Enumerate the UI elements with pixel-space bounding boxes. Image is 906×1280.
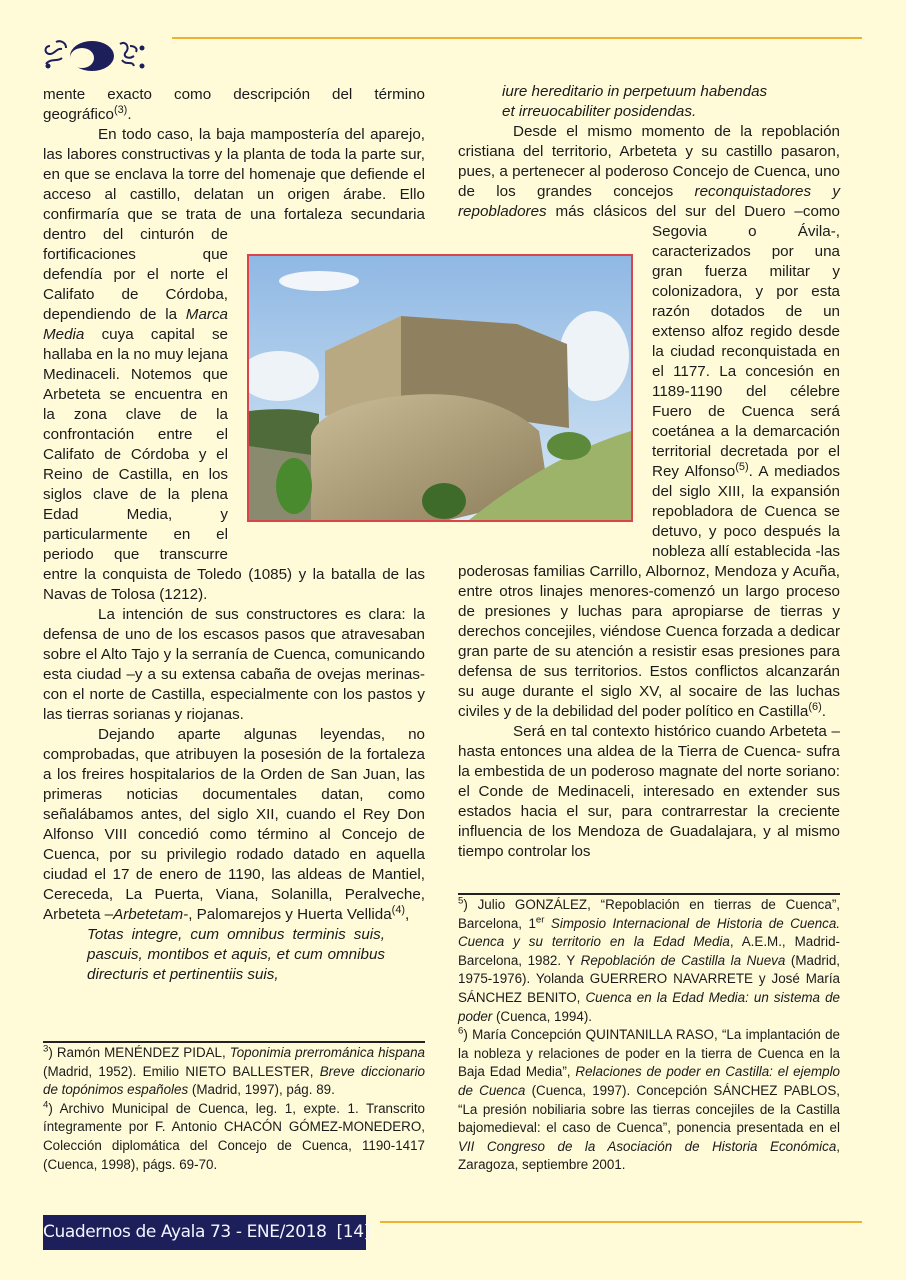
paragraph (458, 722, 840, 862)
text: ) María Concepción QUINTANILLA RASO, “La implantación de la nobleza y relaciones de poder en la tierra de Cuenca en la Baja Edad Media”, (458, 1027, 840, 1080)
italic-text: reconquistadores y repobladores (458, 183, 841, 220)
text: Totas integre, cum omnibus terminis suis, pascuis, montibos et aquis, et cum omnibus directuris et pertinentiis suis, (87, 926, 385, 983)
text: mente exacto como descripción del término geográfico (43, 86, 425, 123)
text: (Cuenca, 1994). (492, 1008, 592, 1024)
text: (Madrid, 1975-1976). Yolanda GUERRERO NAVARRETE y José María SÁNCHEZ BENITO, (458, 952, 840, 1005)
paragraph (43, 605, 425, 725)
text: La intención de sus constructores es clara: la defensa de uno de los escasos pasos que atravesaban sobre el Alto Tajo y la serranía de Cuenca, comunicando esta ciudad –y a su extensa cabaña de ovejas merinas- con el norte de Castilla, especialmente con los pastos y las tierras sorianas y riojanas. (43, 606, 425, 723)
superscript: (4) (391, 903, 406, 916)
block-quote (502, 102, 840, 122)
footnote (43, 1044, 425, 1100)
superscript: 4 (43, 1099, 49, 1111)
paragraph (43, 85, 425, 125)
footnote (458, 896, 840, 1026)
text: . A mediados del siglo XIII, la expansión repobladora de Cuenca se detuvo, y poco después la nobleza allí establecida -las poderosas familias Carrillo, Albornoz, Mendoza y Acuña, entre otros linajes menores-comenzó un largo proceso de presiones y luchas para apropiarse de tierras y derechos concejiles, viéndose Cuenca forzada a dedicar gran parte de su atención a resistir esas presiones para defensa de sus territorios. Estos conflictos alcanzarán su auge durante el siglo XV, al socaire de las luchas civiles y de la debilidad del poder político en Castilla (458, 463, 840, 720)
superscript: (3) (113, 103, 128, 116)
superscript: 3 (43, 1043, 49, 1055)
left-column (43, 85, 425, 985)
text: , Palomarejos y Huerta Vellida (188, 906, 392, 923)
text: , A.E.M., Madrid-Barcelona, 1982. Y (458, 934, 840, 968)
italic-text: VII Congreso de la Asociación de Historia Económica (458, 1138, 837, 1154)
text: cuya capital se hallaba en la no muy lejana Medinaceli. Notemos que Arbeteta se encuentra en la zona clave de la confrontación entre el Califato de Córdoba y el Reino de Castilla, en los siglos clave de la plena Edad Media, y particularmente en el periodo que transcurre entre la conquista de Toledo (1085) y la batalla de las Navas de Tolosa (1212). (43, 326, 425, 603)
footer-issue-label: Cuadernos de Ayala 73 - ENE/2018 [14] (43, 1215, 366, 1250)
text: , Zaragoza, septiembre 2001. (458, 1138, 840, 1173)
italic-text: Relaciones de poder en Castilla: el ejemplo de Cuenca (458, 1064, 840, 1098)
castle-photo (247, 254, 633, 522)
block-quote (502, 82, 840, 102)
footnote (43, 1100, 425, 1174)
text: Desde el mismo momento de la repoblación cristiana del territorio, Arbeteta y su castillo pasaron, pues, a pertenecer al poderoso Concejo de Cuenca, uno de los grandes concejos (458, 123, 840, 200)
text: (Cuenca, 1997). Concepción SÁNCHEZ PABLOS, “La presión nobiliaria sobre las tierras concejiles de la Castilla bajomedieval: el caso de Cuenca”, ponencia presentada en el (458, 1082, 840, 1136)
text: , (405, 906, 410, 923)
superscript: (6) (808, 700, 822, 713)
text: ) Archivo Municipal de Cuenca, leg. 1, expte. 1. Transcrito íntegramente por F. Antonio CHACÓN GÓMEZ-MONEDERO, Colección diplomática del Concejo de Cuenca, 1190-1417 (Cuenca, 1998), págs. 69-70. (43, 1100, 425, 1172)
text: Dejando aparte algunas leyendas, no comprobadas, que atribuyen la posesión de la fortaleza a los freires hospitalarios de la Orden de San Juan, las primeras noticias documentales datan, como señalábamos antes, del siglo XII, cuando el Rey Don Alfonso VIII concedió como término al Concejo de Cuenca, por su privilegio rodado datado en aquella ciudad el 17 de enero de 1190, las aldeas de Mantiel, Cereceda, La Puerta, Viana, Solanilla, Peralveche, Arbeteta – (43, 726, 425, 923)
text: ) Julio GONZÁLEZ, “Repoblación en tierras de Cuenca”, Barcelona, 1 (458, 897, 840, 931)
italic-text: Toponimia prerrománica hispana (229, 1045, 425, 1060)
text: Será en tal contexto histórico cuando Arbeteta –hasta entonces una aldea de la Tierra de Cuenca- sufra la embestida de un poderoso magnate del norte soriano: el Conde de Medinaceli, interesado en extender sus estados hacia el sur, para contrarrestar la creciente influencia de los Mendoza de Guadalajara, y al mismo tiempo controlar los (458, 723, 840, 860)
text: más clásicos del sur del Duero –como Segovia o Ávila-, caracterizados por una gran fuerza militar y colonizadora, y por esta razón dotados de un extenso alfoz regido desde la ciudad reconquistada en el 1177. La concesión en 1189-1190 del célebre Fuero de Cuenca será coetánea a la demarcación territorial decretada por el Rey Alfonso (546, 203, 840, 480)
paragraph (43, 725, 425, 925)
italic-text: Arbetetam- (113, 906, 189, 923)
italic-text: Repoblación de Castilla la Nueva (580, 952, 786, 968)
footnotes-right (458, 896, 840, 1175)
footnote (458, 1026, 840, 1175)
text: et irreuocabiliter posidendas. (502, 103, 697, 120)
footnote-rule-right (458, 893, 840, 895)
text: (Madrid, 1997), pág. 89. (188, 1082, 335, 1098)
header-rule (172, 37, 862, 39)
text: En todo caso, la baja mampostería del aparejo, las labores constructivas y la planta de toda la parte sur, en que se enclava la torre del homenaje que defiende el acceso al castillo, delatan un origen árabe. Ello confirmaría que se trata de una fortaleza secundaria dentro del cinturón de fortificaciones que defendía por el norte el Califato de Córdoba, dependiendo de la (43, 126, 425, 323)
text: ) Ramón MENÉNDEZ PIDAL, (48, 1045, 230, 1060)
italic-text: Cuenca en la Edad Media: un sistema de poder (458, 989, 840, 1024)
journal-logo-icon (42, 38, 152, 73)
superscript: (5) (735, 460, 749, 473)
italic-text: Marca Media (43, 306, 228, 343)
text: . (821, 703, 826, 720)
block-quote (87, 925, 385, 985)
superscript: er (535, 914, 545, 926)
italic-text: Breve diccionario de topónimos españoles (43, 1063, 426, 1098)
superscript: 6 (458, 1025, 464, 1037)
text: (Madrid, 1952). Emilio NIETO BALLESTER, (43, 1063, 320, 1079)
footnote-rule-left (43, 1041, 425, 1043)
italic-text: Simposio Internacional de Historia de Cuenca. Cuenca y su territorio en la Edad Media (458, 915, 841, 950)
text: . (127, 106, 132, 123)
superscript: 5 (458, 895, 464, 907)
footer-rule (380, 1221, 862, 1223)
footnotes-left (43, 1044, 425, 1174)
text: iure hereditario in perpetuum habendas (502, 83, 768, 100)
